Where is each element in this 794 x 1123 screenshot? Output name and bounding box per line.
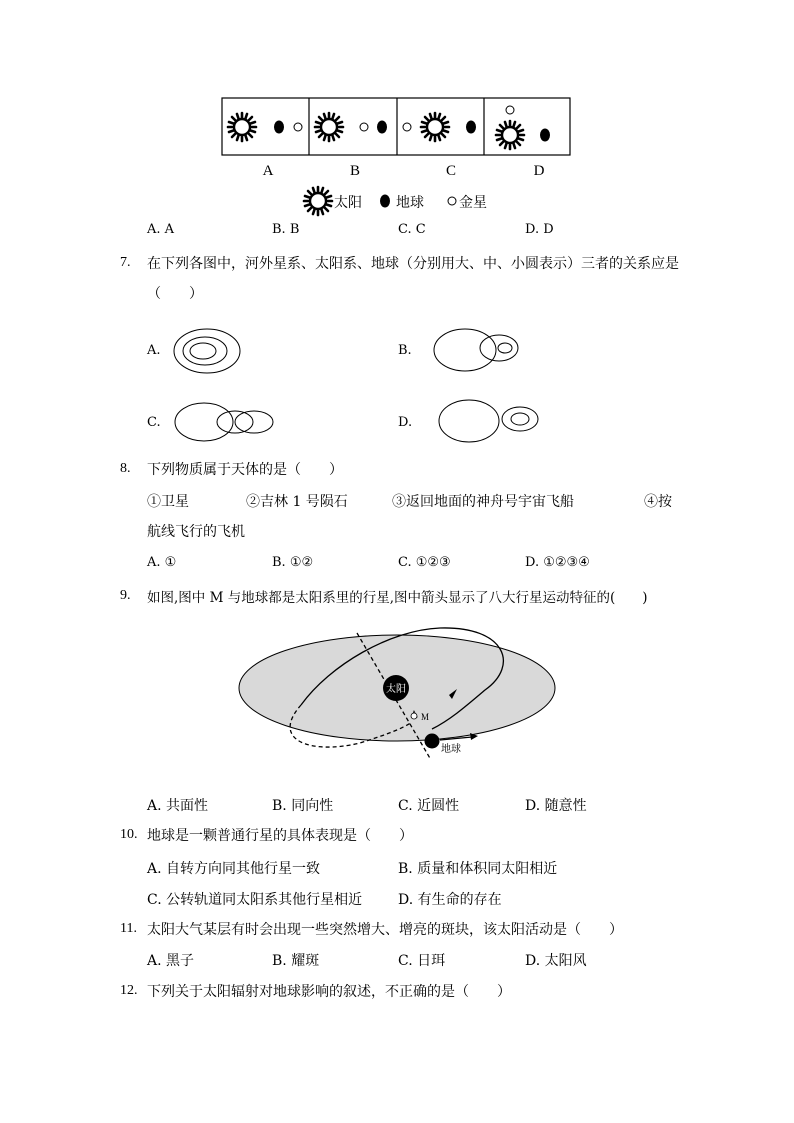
q7-option-a-label[interactable]: A. (147, 343, 161, 358)
q8-item-2: ②吉林 1 号陨石 (246, 494, 348, 510)
diagram-earth-label: 地球 (441, 744, 461, 755)
panel-label-c: C (445, 163, 457, 179)
q9-option-c[interactable]: C. 近圆性 (398, 798, 460, 814)
sun-icon (315, 113, 343, 141)
q10-option-d[interactable]: D. 有生命的存在 (398, 892, 502, 908)
q9-option-d[interactable]: D. 随意性 (525, 798, 587, 814)
sun-icon (496, 121, 524, 149)
q11-option-a[interactable]: A. 黑子 (147, 953, 195, 969)
earth-icon (540, 129, 550, 142)
q10-option-a[interactable]: A. 自转方向同其他行星一致 (147, 861, 321, 877)
earth-icon (377, 121, 387, 134)
q8-item-1: ①卫星 (147, 494, 189, 510)
legend-earth-label: 地球 (396, 195, 424, 211)
q7-option-d-label[interactable]: D. (398, 415, 413, 430)
q6-option-a[interactable]: A. A (147, 222, 175, 237)
q10-number: 10. (120, 827, 138, 842)
planet-position-figure (0, 0, 794, 220)
q11-number: 11. (120, 921, 137, 936)
q11-question: 太阳大气某层有时会出现一些突然增大、增亮的斑块，该太阳活动是（ ） (147, 922, 623, 938)
q8-number: 8. (120, 461, 131, 476)
panel-label-b: B (349, 163, 361, 179)
legend-earth-icon (380, 195, 390, 208)
q12-question: 下列关于太阳辐射对地球影响的叙述，不正确的是（ ） (147, 984, 511, 1000)
q7-option-b-label[interactable]: B. (398, 343, 412, 358)
q8-option-d[interactable]: D. ①②③④ (525, 555, 590, 570)
earth-icon (274, 121, 284, 134)
q9-option-a[interactable]: A. 共面性 (147, 798, 209, 814)
panel-label-a: A (262, 163, 274, 179)
legend-venus-label: 金星 (459, 195, 487, 211)
solar-system-orbit-diagram (0, 625, 794, 785)
q8-option-c[interactable]: C. ①②③ (398, 555, 451, 570)
q7-diagram-c[interactable] (172, 398, 277, 448)
q8-item-3: ③返回地面的神舟号宇宙飞船 (392, 494, 574, 510)
q9-option-b[interactable]: B. 同向性 (272, 798, 334, 814)
q8-question: 下列物质属于天体的是（ ） (147, 462, 343, 478)
q7-diagram-a[interactable] (172, 326, 242, 376)
q8-item-4-cont: 航线飞行的飞机 (147, 524, 245, 540)
q10-question: 地球是一颗普通行星的具体表现是（ ） (147, 828, 413, 844)
venus-icon (360, 123, 368, 131)
q8-option-a[interactable]: A. ① (147, 555, 177, 570)
q7-paren: （ ） (147, 286, 203, 302)
legend-sun-label: 太阳 (334, 195, 362, 211)
q8-item-4: ④按 (644, 494, 672, 510)
q7-diagram-d[interactable] (436, 397, 541, 447)
q9-question: 如图,图中 M 与地球都是太阳系里的行星,图中箭头显示了八大行星运动特征的( ) (147, 590, 648, 606)
q7-diagram-b[interactable] (431, 326, 531, 376)
q7-number: 7. (120, 255, 131, 270)
q11-option-d[interactable]: D. 太阳风 (525, 953, 587, 969)
sun-icon (228, 113, 256, 141)
q12-number: 12. (120, 983, 138, 998)
q9-number: 9. (120, 588, 131, 603)
q6-option-b[interactable]: B. B (272, 222, 300, 237)
q11-option-c[interactable]: C. 日珥 (398, 953, 446, 969)
q7-option-c-label[interactable]: C. (147, 415, 161, 430)
earth-icon (466, 121, 476, 134)
venus-icon (403, 123, 411, 131)
q10-option-c[interactable]: C. 公转轨道同太阳系其他行星相近 (147, 892, 363, 908)
venus-icon (294, 123, 302, 131)
diagram-sun-label: 太阳 (386, 684, 406, 695)
sun-icon (421, 113, 449, 141)
diagram-m-label: M (421, 712, 430, 722)
earth-icon (425, 734, 440, 749)
panel-label-d: D (533, 163, 545, 179)
legend-venus-icon (448, 197, 456, 205)
venus-icon (506, 106, 514, 114)
q10-option-b[interactable]: B. 质量和体积同太阳相近 (398, 861, 558, 877)
q6-option-c[interactable]: C. C (398, 222, 426, 237)
legend-sun-icon (304, 187, 332, 215)
q7-question: 在下列各图中，河外星系、太阳系、地球（分别用大、中、小圆表示）三者的关系应是 (147, 256, 679, 272)
q6-option-d[interactable]: D. D (525, 222, 554, 237)
q11-option-b[interactable]: B. 耀斑 (272, 953, 320, 969)
q8-option-b[interactable]: B. ①② (272, 555, 314, 570)
